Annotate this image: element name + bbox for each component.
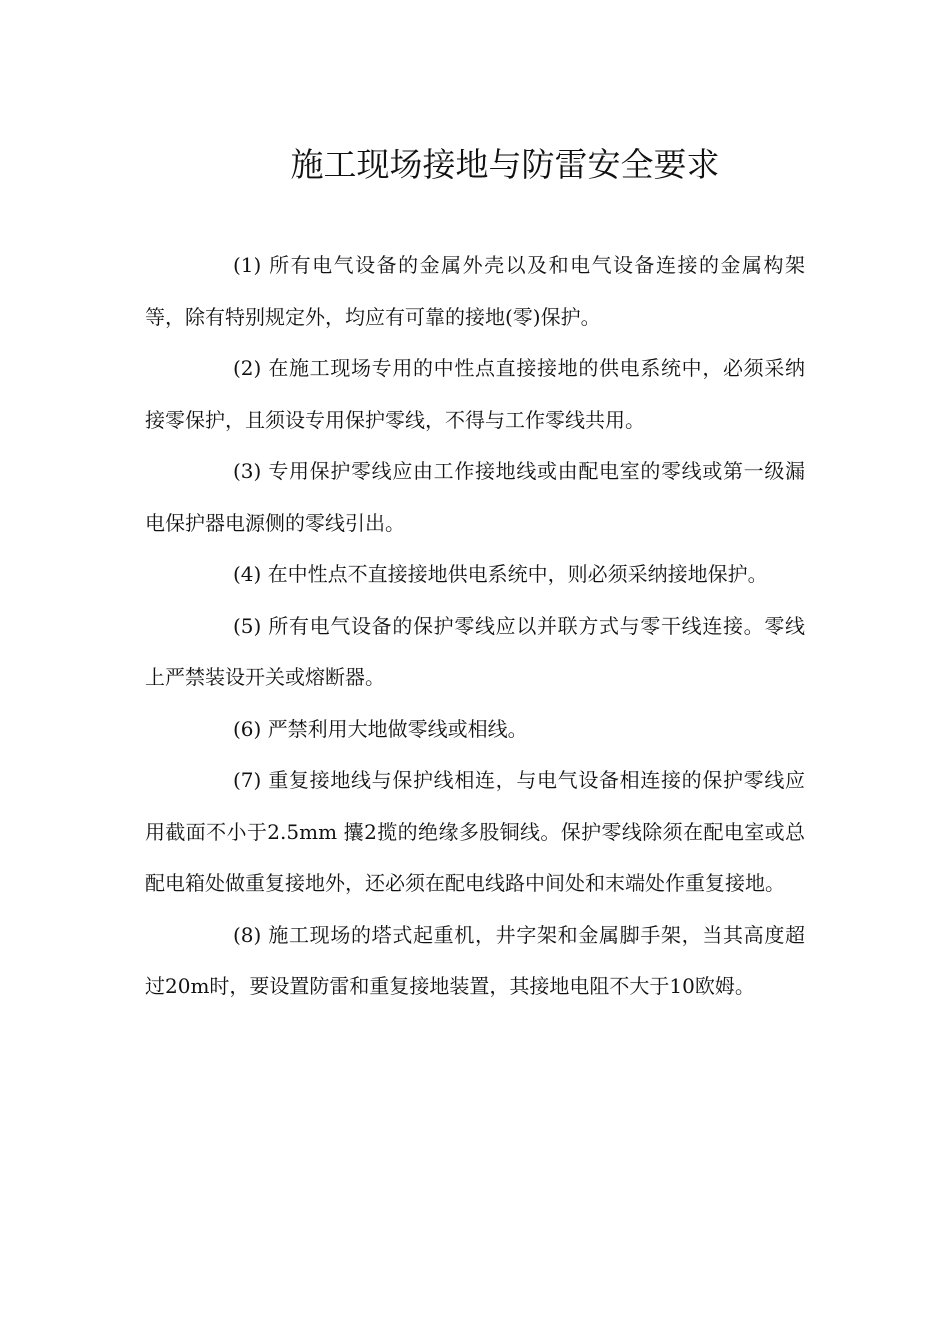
paragraph-3: (3) 专用保护零线应由工作接地线或由配电室的零线或第一级漏电保护器电源侧的零线引出。 [145,459,805,535]
paragraph-8: (8) 施工现场的塔式起重机，井字架和金属脚手架，当其高度超过20m时，要设置防雷和重复接地装置，其接地电阻不大于10欧姆。 [145,922,805,998]
document-title: 施工现场接地与防雷安全要求 [290,145,720,185]
paragraph-7: (7) 重复接地线与保护线相连，与电气设备相连接的保护零线应用截面不小于2.5mm 攮2揽的绝缘多股铜线。保护零线除须在配电室或总配电箱处做重复接地外，还必须在配电线路中间处和末端处作重复接地。 [145,768,805,895]
document-body [145,240,805,1013]
paragraph-1: (1) 所有电气设备的金属外壳以及和电气设备连接的金属构架等，除有特别规定外，均应有可靠的接地(零)保护。 [145,253,805,329]
paragraph-5: (5) 所有电气设备的保护零线应以并联方式与零干线连接。零线上严禁装设开关或熔断器。 [145,613,805,689]
paragraph-2: (2) 在施工现场专用的中性点直接接地的供电系统中，必须采纳接零保护，且须设专用保护零线，不得与工作零线共用。 [145,356,805,432]
paragraph-6: (6) 严禁利用大地做零线或相线。 [233,716,528,741]
paragraph-4: (4) 在中性点不直接接地供电系统中，则必须采纳接地保护。 [233,562,768,586]
